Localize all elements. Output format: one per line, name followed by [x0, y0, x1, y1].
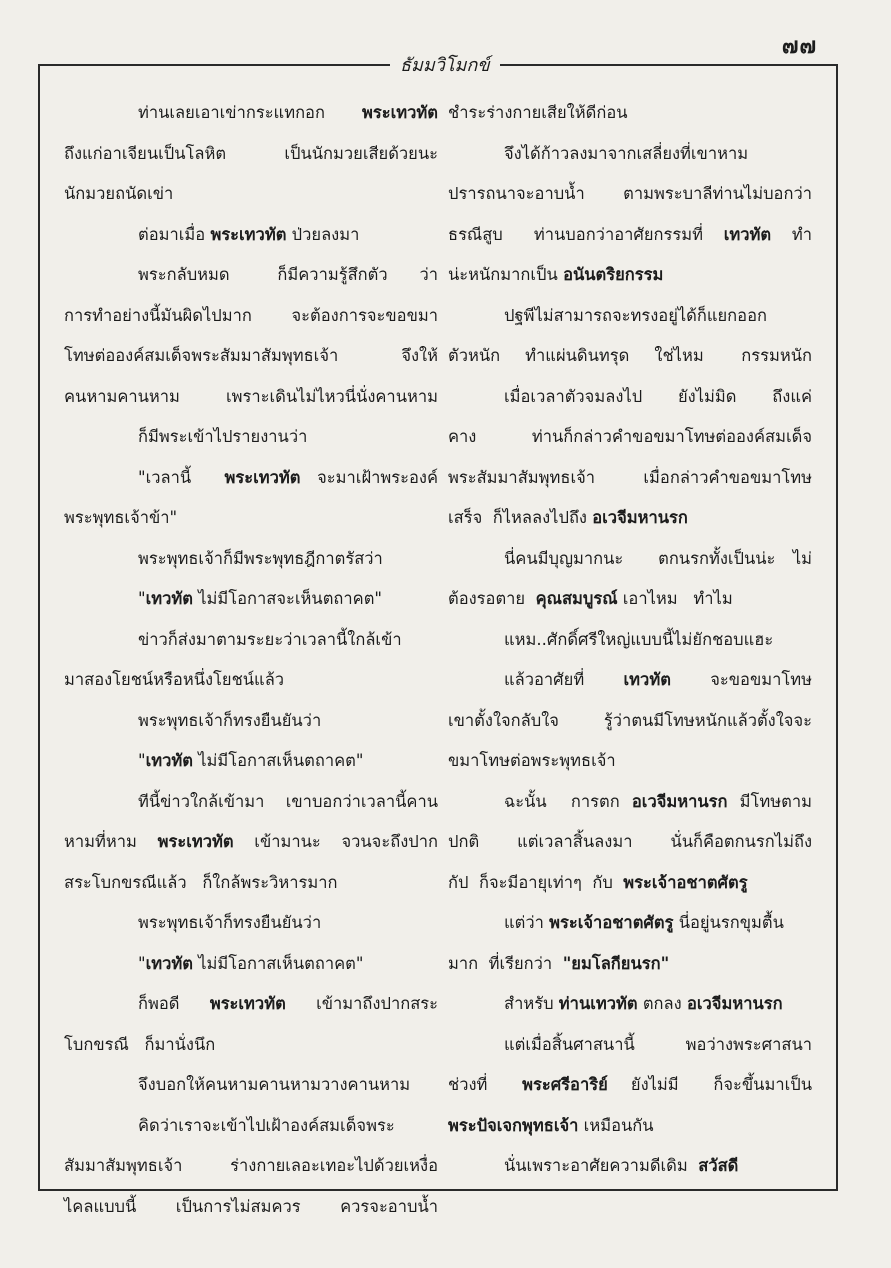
text-run: พระสัมมาสัมพุทธเจ้า เมื่อกล่าวคำขอขมาโทษ: [448, 467, 812, 487]
text-line: [64, 458, 438, 499]
text-line: [448, 863, 812, 904]
text-line: [64, 620, 438, 661]
text-run: สัมมาสัมพุทธเจ้า ร่างกายเลอะเทอะไปด้วยเหงื่อ: [64, 1156, 438, 1175]
text-run: กัป ก็จะมีอายุเท่าๆ กับ: [448, 872, 624, 892]
text-run: แล้วอาศัยที่: [504, 670, 624, 689]
text-run: แหม..ศักดิ์ศรีใหญ่แบบนี้ไม่ยักชอบแฮะ: [504, 629, 774, 649]
text-line: [64, 539, 438, 580]
text-run: ไม่มีโอกาสจะเห็นตถาคต": [192, 589, 383, 608]
bold-term: ท่านเทวทัต: [558, 994, 638, 1013]
text-run: ตกลง: [637, 994, 687, 1013]
bold-term: พระเจ้าอชาตศัตรู: [623, 872, 748, 892]
text-line: [64, 1146, 438, 1187]
text-run: มาสองโยชน์หรือหนึ่งโยชน์แล้ว: [64, 670, 285, 689]
text-line: [64, 903, 438, 944]
text-line: [64, 336, 438, 377]
text-line: [64, 863, 438, 904]
text-run: เขาตั้งใจกลับใจ รู้ว่าตนมีโทษหนักแล้วตั้งใจจะ: [448, 710, 812, 730]
bold-term: เทวทัต: [145, 953, 193, 973]
text-run: เข้ามานะ จวนจะถึงปาก: [233, 832, 438, 851]
text-line: [64, 93, 438, 134]
text-line: [448, 701, 812, 742]
text-run: นี่คนมีบุญมากนะ ตกนรกทั้งเป็นน่ะ ไม่: [504, 548, 812, 568]
text-line: [448, 903, 812, 944]
text-line: [448, 1106, 812, 1147]
text-run: ก็พอดี: [138, 994, 210, 1013]
text-run: ": [138, 751, 146, 770]
text-line: [448, 660, 812, 701]
right-text-column: [448, 93, 812, 1187]
text-run: คาง ท่านก็กล่าวคำขอขมาโทษต่อองค์สมเด็จ: [448, 427, 812, 446]
text-run: ยังไม่มี ก็จะขึ้นมาเป็น: [607, 1075, 812, 1094]
text-run: ต่อมาเมื่อ: [138, 224, 211, 244]
text-run: ฉะนั้น การตก: [504, 791, 632, 811]
text-run: จึงบอกให้คนหามคานหามวางคานหาม: [138, 1075, 411, 1094]
text-run: พระพุทธเจ้าก็มีพระพุทธฎีกาตรัสว่า: [138, 548, 383, 568]
bold-term: พระเทวทัต: [157, 832, 234, 851]
text-run: สำหรับ: [504, 994, 559, 1013]
text-line: [64, 296, 438, 337]
text-run: ตัวหนัก ทำแผ่นดินทรุด ใช่ไหม กรรมหนัก: [448, 346, 812, 365]
bold-term: เทวทัต: [623, 670, 671, 689]
text-line: [64, 498, 438, 539]
text-run: น่ะหนักมากเป็น: [448, 265, 564, 284]
text-run: ไคลแบบนี้ เป็นการไม่สมควร ควรจะอาบน้ำ: [64, 1196, 438, 1216]
text-line: [64, 822, 438, 863]
text-line: [448, 93, 812, 134]
text-run: ขมาโทษต่อพระพุทธเจ้า: [448, 751, 616, 770]
text-run: นักมวยถนัดเข่า: [64, 184, 174, 203]
text-run: สระโบกขรณีแล้ว ก็ใกล้พระวิหารมาก: [64, 872, 338, 892]
text-line: [448, 1146, 812, 1187]
text-run: ท่านเลยเอาเข่ากระแทกอก: [138, 103, 363, 122]
text-line: [448, 458, 812, 499]
text-line: [448, 134, 812, 175]
bold-term: พระเจ้าอชาตศัตรู: [549, 913, 674, 932]
text-run: ก็มีพระเข้าไปรายงานว่า: [138, 427, 308, 446]
bold-term: อเวจีมหานรก: [592, 508, 688, 527]
text-line: [448, 741, 812, 782]
text-run: เอาไหม ทำไม: [617, 589, 733, 608]
text-run: ทีนี้ข่าวใกล้เข้ามา เขาบอกว่าเวลานี้คาน: [138, 791, 438, 811]
text-run: ต้องรอตาย: [448, 589, 536, 608]
text-run: ปรารถนาจะอาบน้ำ ตามพระบาลีท่านไม่บอกว่า: [448, 184, 812, 203]
text-run: "เวลานี้: [138, 467, 225, 487]
text-line: [448, 822, 812, 863]
text-line: [448, 255, 812, 296]
text-line: [64, 741, 438, 782]
text-line: [448, 174, 812, 215]
text-line: [64, 377, 438, 418]
text-run: ปกติ แต่เวลาสิ้นลงมา นั่นก็คือตกนรกไม่ถึง: [448, 832, 812, 851]
text-line: [64, 782, 438, 823]
text-run: นั่นเพราะอาศัยความดีเดิม: [504, 1156, 699, 1175]
text-line: [64, 944, 438, 985]
text-run: ถึงแก่อาเจียนเป็นโลหิต เป็นนักมวยเสียด้วยนะ: [64, 143, 438, 163]
text-line: [448, 620, 812, 661]
text-run: พระพุทธเจ้าข้า": [64, 508, 178, 527]
text-line: [64, 134, 438, 175]
left-text-column: [64, 93, 438, 1227]
text-run: ป่วยลงมา: [286, 224, 360, 244]
bold-term: พระเทวทัต: [362, 103, 438, 122]
text-run: นี่อยู่นรกขุมตื้น: [673, 913, 784, 932]
text-line: [64, 215, 438, 256]
text-run: เมื่อเวลาตัวจมลงไป ยังไม่มิด ถึงแค่: [504, 386, 812, 406]
text-run: มาก ที่เรียกว่า: [448, 953, 563, 973]
text-line: [448, 782, 812, 823]
bold-term: คุณสมบูรณ์: [535, 589, 618, 608]
page-number: ๗๗: [781, 34, 817, 59]
running-header-title: ธัมมวิโมกข์: [390, 50, 500, 79]
bold-term: พระเทวทัต: [210, 224, 287, 244]
text-run: เสร็จ ก็ไหลลงไปถึง: [448, 508, 593, 527]
text-line: [448, 296, 812, 337]
bold-term: พระเทวทัต: [209, 994, 286, 1013]
text-run: ทำ: [771, 224, 812, 244]
text-line: [448, 944, 812, 985]
text-line: [64, 660, 438, 701]
text-run: คนหามคานหาม เพราะเดินไม่ไหวนี่นั่งคานหาม: [64, 386, 438, 406]
text-line: [448, 579, 812, 620]
text-line: [448, 417, 812, 458]
text-run: พระพุทธเจ้าก็ทรงยืนยันว่า: [138, 913, 322, 932]
text-line: [64, 1025, 438, 1066]
text-run: จะขอขมาโทษ: [670, 670, 812, 689]
text-run: จึงได้ก้าวลงมาจากเสลี่ยงที่เขาหาม: [504, 143, 749, 163]
text-run: เข้ามาถึงปากสระ: [285, 994, 439, 1013]
bold-term: เทวทัต: [723, 224, 772, 244]
bold-term: เทวทัต: [145, 751, 193, 770]
text-run: โทษต่อองค์สมเด็จพระสัมมาสัมพุทธเจ้า จึงให้: [64, 346, 438, 365]
text-run: โบกขรณี ก็มานั่งนึก: [64, 1034, 216, 1054]
text-run: การทำอย่างนี้มันผิดไปมาก จะต้องการจะขอขมา: [64, 305, 438, 325]
text-line: [64, 417, 438, 458]
text-run: คิดว่าเราจะเข้าไปเฝ้าองค์สมเด็จพระ: [138, 1115, 395, 1135]
text-run: มีโทษตาม: [727, 791, 813, 811]
bold-term: พระเทวทัต: [224, 467, 301, 487]
text-line: [64, 1065, 438, 1106]
text-line: [64, 579, 438, 620]
text-run: หามที่หาม: [64, 832, 158, 851]
text-run: ช่วงที่: [448, 1075, 523, 1094]
text-run: ชำระร่างกายเสียให้ดีก่อน: [448, 103, 628, 122]
bold-term: อเวจีมหานรก: [631, 791, 728, 811]
text-line: [64, 174, 438, 215]
text-run: ข่าวก็ส่งมาตามระยะว่าเวลานี้ใกล้เข้า: [138, 629, 402, 649]
text-line: [448, 984, 812, 1025]
text-line: [64, 1106, 438, 1147]
text-line: [64, 984, 438, 1025]
text-run: แต่ว่า: [504, 913, 550, 932]
bold-term: พระปัจเจกพุทธเจ้า: [448, 1115, 579, 1135]
bold-term: "ยมโลกียนรก": [562, 953, 670, 973]
text-line: [448, 1065, 812, 1106]
text-line: [448, 215, 812, 256]
text-run: แต่เมื่อสิ้นศาสนานี้ พอว่างพระศาสนา: [504, 1034, 812, 1054]
text-line: [448, 1025, 812, 1066]
text-run: จะมาเฝ้าพระองค์: [300, 467, 438, 487]
text-line: [448, 377, 812, 418]
text-run: ไม่มีโอกาสเห็นตถาคต": [192, 751, 364, 770]
bold-term: อเวจีมหานรก: [686, 994, 783, 1013]
bold-term: อนันตริยกรรม: [563, 265, 664, 284]
bold-term: เทวทัต: [145, 589, 193, 608]
text-run: ธรณีสูบ ท่านบอกว่าอาศัยกรรมที่: [448, 224, 724, 244]
text-line: [64, 701, 438, 742]
text-run: พระกลับหมด ก็มีความรู้สึกตัว ว่า: [138, 265, 438, 284]
text-run: เหมือนกัน: [578, 1115, 654, 1135]
bold-term: สวัสดี: [698, 1156, 739, 1175]
text-line: [448, 336, 812, 377]
text-run: ": [138, 589, 146, 608]
text-run: ปฐพีไม่สามารถจะทรงอยู่ได้ก็แยกออก: [504, 305, 767, 325]
text-line: [64, 1187, 438, 1228]
text-line: [448, 498, 812, 539]
bold-term: พระศรีอาริย์: [522, 1075, 608, 1094]
text-frame: [38, 55, 838, 1216]
text-run: ": [138, 953, 146, 973]
text-line: [448, 539, 812, 580]
text-run: ไม่มีโอกาสเห็นตถาคต": [192, 953, 364, 973]
text-line: [64, 255, 438, 296]
text-run: พระพุทธเจ้าก็ทรงยืนยันว่า: [138, 710, 322, 730]
